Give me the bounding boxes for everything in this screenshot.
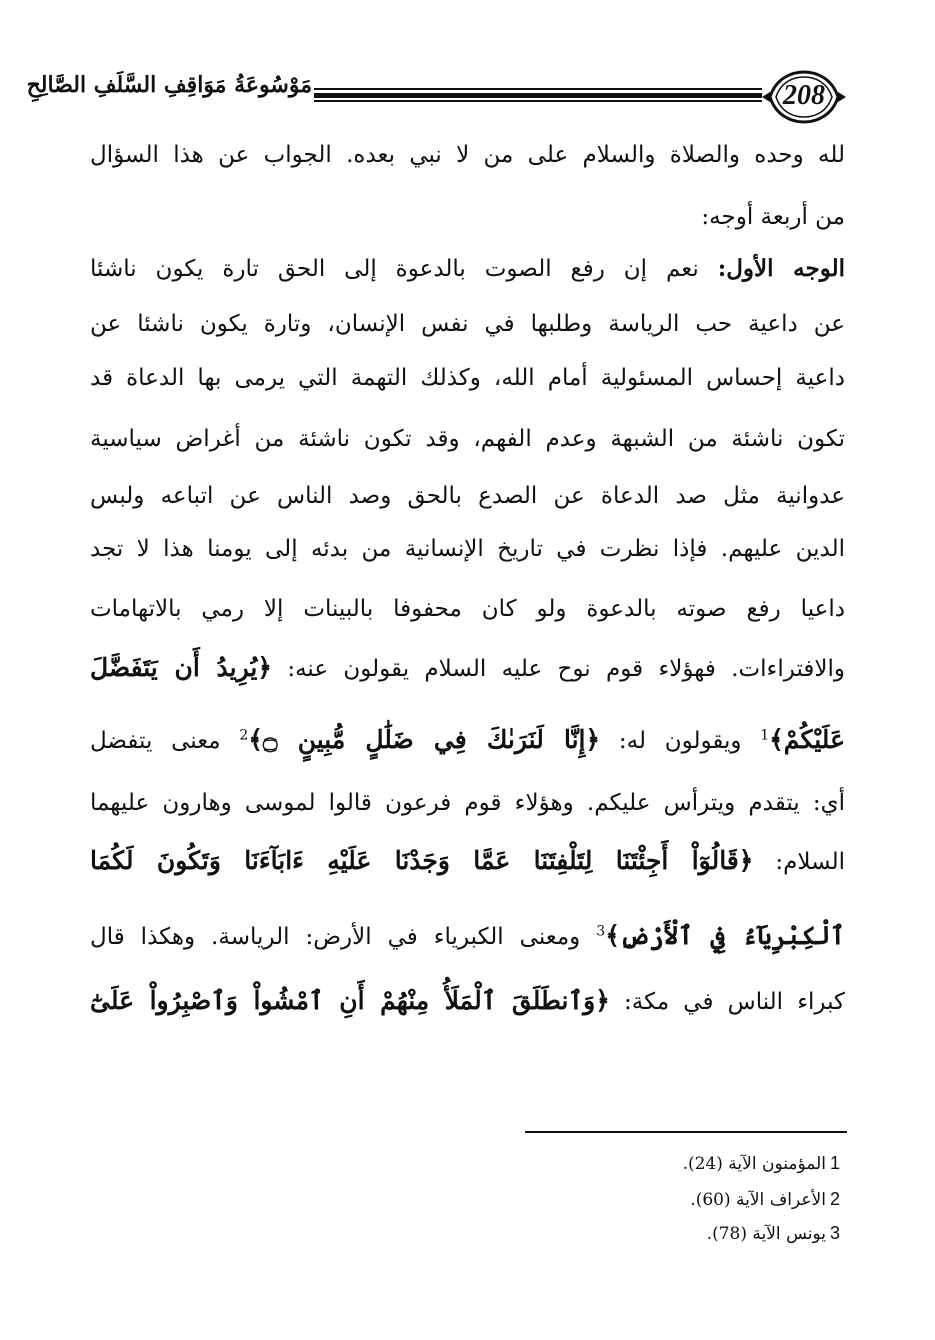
section-heading: الوجه الأول: <box>717 255 845 282</box>
quran-verse: ﴿إِنَّا لَنَرَىٰكَ فِي ضَلَٰلٍ مُّبِينٍ ۝﴾ <box>248 725 601 754</box>
quran-verse: ﴿يُرِيدُ أَن يَتَفَضَّلَ <box>90 653 272 682</box>
text-line-15: كبراء الناس في مكة: ﴿وَٱنطَلَقَ ٱلْمَلَأُ مِنْهُمْ أَنِ ٱمْشُواْ وَٱصْبِرُواْ عَلَىٰٓ <box>90 986 845 1015</box>
footnote-ref: 1 <box>760 727 770 744</box>
text-line-8: الدين عليهم. فإذا نظرت في تاريخ الإنسانية من بدئه إلى يومنا هذا لا تجد <box>90 536 845 562</box>
header-rule <box>314 88 762 100</box>
text-line-9: داعيا رفع صوته بالدعوة ولو كان محفوفا بالبينات إلا رمي بالاتهامات <box>90 596 845 622</box>
book-title: مَوْسُوعَةُ مَوَاقِفِ السَّلَفِ الصَّالِحِ <box>26 72 312 98</box>
page-header <box>26 68 846 128</box>
text-line-5: داعية إحساس المسئولية أمام الله، وكذلك التهمة التي يرمى بها الدعاة قد <box>90 365 845 391</box>
footnote-1: 1المؤمنون الآية (24). <box>682 1153 840 1174</box>
text-line-3: الوجه الأول: نعم إن رفع الصوت بالدعوة إلى الحق تارة يكون ناشئا <box>90 255 845 282</box>
quran-verse: عَلَيْكُمْ﴾ <box>769 725 845 754</box>
footnote-2: 2الأعراف الآية (60). <box>690 1189 840 1210</box>
text-line-2: من أربعة أوجه: <box>701 204 845 230</box>
text-line-7: عدوانية مثل صد الدعاة عن الصدع بالحق وصد الناس عن اتباعه ولبس <box>90 483 845 509</box>
text-line-11: عَلَيْكُمْ﴾$^1$ ويقولون له: ﴿إِنَّا لَنَرَىٰكَ فِي ضَلَٰلٍ مُّبِينٍ ۝﴾$^2$ معنى يتفضل <box>90 725 845 754</box>
quran-verse: ﴿قَالُوٓاْ أَجِئْتَنَا لِتَلْفِتَنَا عَمَّا وَجَدْنَا عَلَيْهِ ءَابَآءَنَا وَتَكُونَ لَكُمَا <box>90 846 754 875</box>
footnote-divider <box>525 1131 847 1133</box>
text-line-1: لله وحده والصلاة والسلام على من لا نبي بعده. الجواب عن هذا السؤال <box>90 142 845 168</box>
quran-verse: ٱلْكِبْرِيَآءُ فِي ٱلْأَرْضِ﴾ <box>605 921 845 950</box>
footnote-ref: 2 <box>239 727 249 744</box>
footnote-ref: 3 <box>596 923 606 940</box>
quran-verse: ﴿وَٱنطَلَقَ ٱلْمَلَأُ مِنْهُمْ أَنِ ٱمْشُواْ وَٱصْبِرُواْ عَلَىٰٓ <box>90 986 610 1015</box>
text-line-6: تكون ناشئة من الشبهة وعدم الفهم، وقد تكون ناشئة من أغراض سياسية <box>90 426 845 452</box>
text-line-14: ٱلْكِبْرِيَآءُ فِي ٱلْأَرْضِ﴾$^3$ ومعنى الكبرياء في الأرض: الرياسة. وهكذا قال <box>90 921 845 950</box>
text-line-12: أي: يتقدم ويترأس عليكم. وهؤلاء قوم فرعون قالوا لموسى وهارون عليهما <box>90 790 845 816</box>
text-line-4: عن داعية حب الرياسة وطلبها في نفس الإنسان، وتارة يكون ناشئا عن <box>90 311 845 337</box>
text-line-10: والافتراءات. فهؤلاء قوم نوح عليه السلام يقولون عنه: ﴿يُرِيدُ أَن يَتَفَضَّلَ <box>90 653 845 682</box>
page-number-badge <box>762 68 846 126</box>
page-number: 208 <box>783 80 825 111</box>
footnote-3: 3يونس الآية (78). <box>706 1223 840 1244</box>
text-line-13: السلام: ﴿قَالُوٓاْ أَجِئْتَنَا لِتَلْفِتَنَا عَمَّا وَجَدْنَا عَلَيْهِ ءَابَآءَنَا وَتَكُونَ لَكُمَا <box>90 846 845 875</box>
